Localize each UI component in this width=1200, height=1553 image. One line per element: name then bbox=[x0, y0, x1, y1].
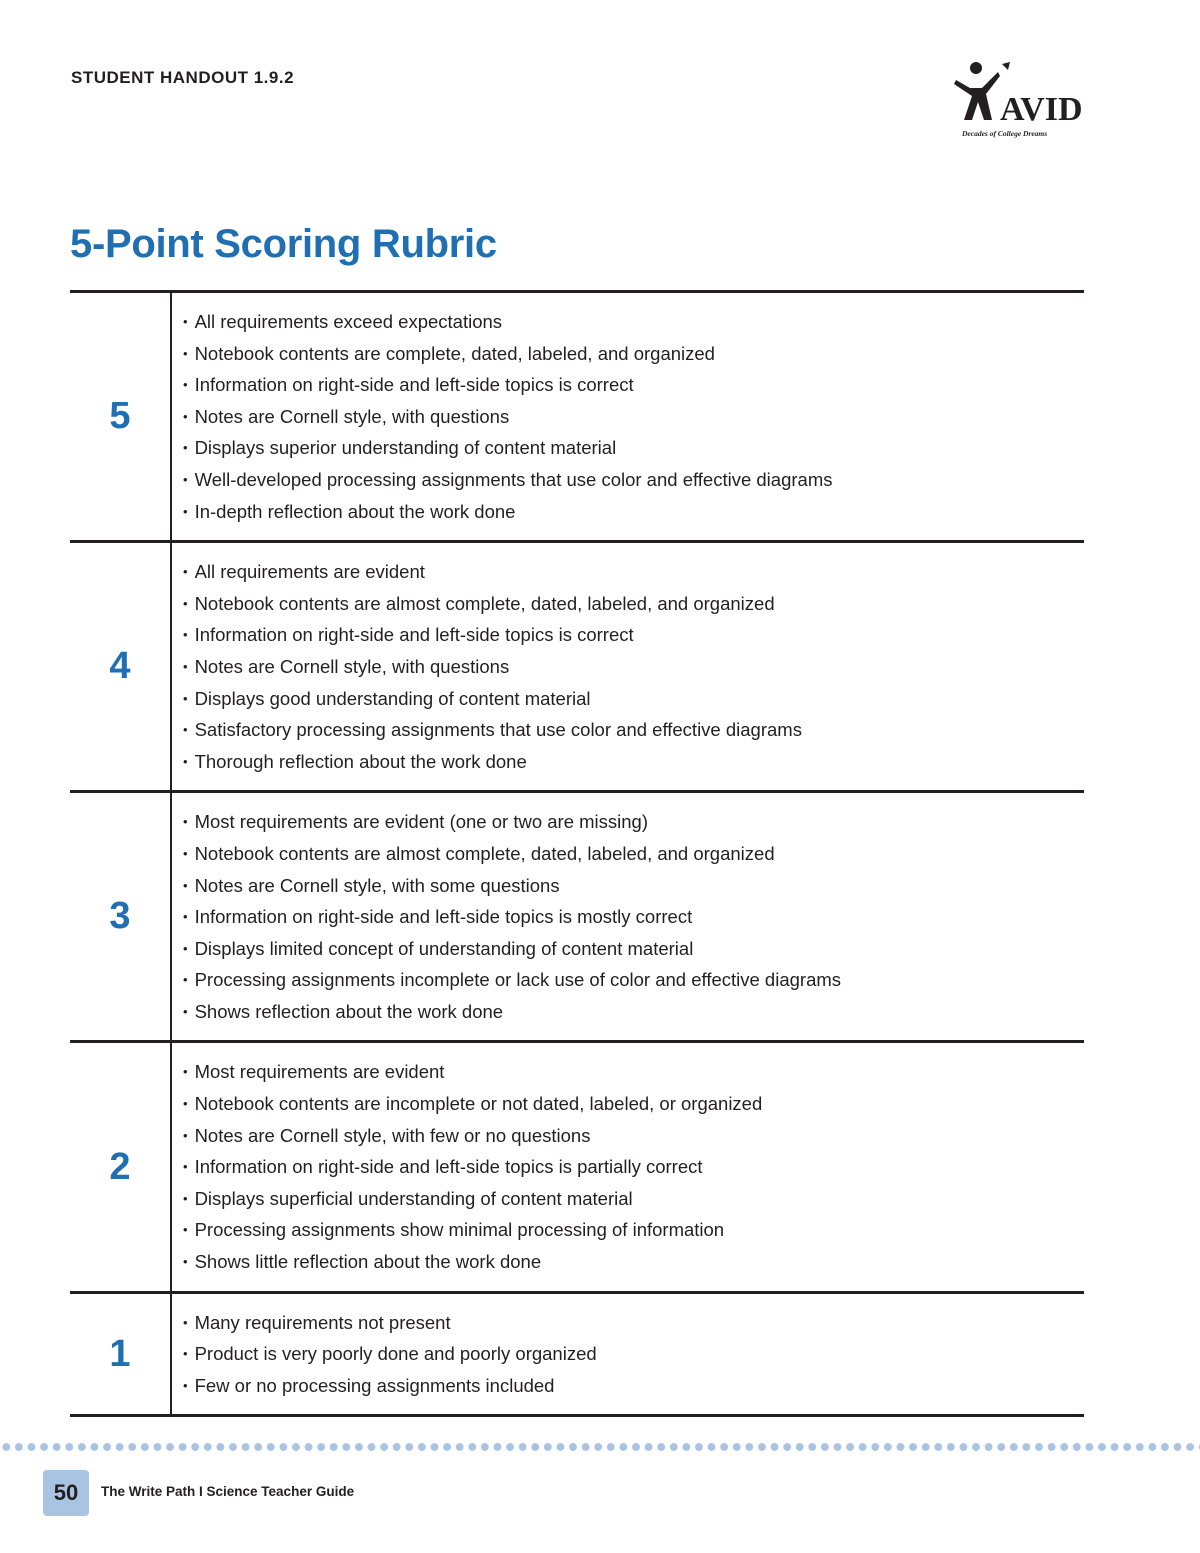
criteria-item: • Notes are Cornell style, with questions bbox=[183, 652, 1084, 684]
criteria-list bbox=[183, 807, 1084, 1028]
criteria-item: • Information on right-side and left-side topics is mostly correct bbox=[183, 902, 1084, 934]
dotted-divider bbox=[0, 1441, 1200, 1453]
criteria-list bbox=[183, 1308, 1084, 1403]
score-value: 2 bbox=[70, 1042, 171, 1292]
criteria-item: • Information on right-side and left-side topics is partially correct bbox=[183, 1152, 1084, 1184]
criteria-item: • Many requirements not present bbox=[183, 1308, 1084, 1340]
score-value: 1 bbox=[70, 1292, 171, 1416]
criteria-item: • All requirements exceed expectations bbox=[183, 307, 1084, 339]
criteria-item: • Processing assignments show minimal processing of information bbox=[183, 1215, 1084, 1247]
rubric-row bbox=[70, 1292, 1084, 1416]
criteria-item: • Processing assignments incomplete or lack use of color and effective diagrams bbox=[183, 965, 1084, 997]
rubric-row bbox=[70, 292, 1084, 542]
criteria-item: • Notes are Cornell style, with few or no questions bbox=[183, 1121, 1084, 1153]
criteria-item: • Notebook contents are almost complete, dated, labeled, and organized bbox=[183, 589, 1084, 621]
criteria-item: • Displays superficial understanding of content material bbox=[183, 1184, 1084, 1216]
criteria-item: • All requirements are evident bbox=[183, 557, 1084, 589]
page-number: 50 bbox=[43, 1470, 89, 1516]
criteria-item: • Displays limited concept of understanding of content material bbox=[183, 934, 1084, 966]
logo-tagline: Decades of College Dreams bbox=[962, 129, 1048, 138]
rubric-table bbox=[70, 290, 1084, 1417]
avid-logo bbox=[952, 58, 1092, 140]
criteria-item: • Notebook contents are complete, dated, labeled, and organized bbox=[183, 339, 1084, 371]
criteria-item: • Notebook contents are almost complete, dated, labeled, and organized bbox=[183, 839, 1084, 871]
criteria-item: • Displays good understanding of content material bbox=[183, 684, 1084, 716]
criteria-item: • Shows reflection about the work done bbox=[183, 997, 1084, 1029]
criteria-cell bbox=[171, 792, 1084, 1042]
logo-text: AVID bbox=[1000, 91, 1083, 128]
score-value: 3 bbox=[70, 792, 171, 1042]
footer-text: The Write Path I Science Teacher Guide bbox=[101, 1484, 355, 1499]
criteria-item: • Most requirements are evident (one or two are missing) bbox=[183, 807, 1084, 839]
criteria-item: • Few or no processing assignments included bbox=[183, 1371, 1084, 1403]
criteria-list bbox=[183, 1057, 1084, 1278]
criteria-cell bbox=[171, 1042, 1084, 1292]
criteria-cell bbox=[171, 542, 1084, 792]
criteria-item: • Most requirements are evident bbox=[183, 1057, 1084, 1089]
criteria-cell bbox=[171, 1292, 1084, 1416]
criteria-item: • Notes are Cornell style, with some questions bbox=[183, 871, 1084, 903]
rubric-row bbox=[70, 1042, 1084, 1292]
rubric-row bbox=[70, 792, 1084, 1042]
criteria-item: • Satisfactory processing assignments that use color and effective diagrams bbox=[183, 715, 1084, 747]
criteria-item: • Displays superior understanding of content material bbox=[183, 433, 1084, 465]
criteria-list bbox=[183, 557, 1084, 778]
handout-label: STUDENT HANDOUT 1.9.2 bbox=[71, 68, 295, 87]
score-value: 5 bbox=[70, 292, 171, 542]
score-value: 4 bbox=[70, 542, 171, 792]
avid-figure-logo-icon bbox=[952, 58, 1092, 140]
criteria-item: • Information on right-side and left-side topics is correct bbox=[183, 620, 1084, 652]
criteria-item: • Notes are Cornell style, with questions bbox=[183, 402, 1084, 434]
criteria-cell bbox=[171, 292, 1084, 542]
criteria-item: • Thorough reflection about the work done bbox=[183, 747, 1084, 779]
page-title: 5-Point Scoring Rubric bbox=[70, 222, 497, 266]
criteria-list bbox=[183, 307, 1084, 528]
criteria-item: • Shows little reflection about the work done bbox=[183, 1247, 1084, 1279]
criteria-item: • Information on right-side and left-side topics is correct bbox=[183, 370, 1084, 402]
criteria-item: • Product is very poorly done and poorly organized bbox=[183, 1339, 1084, 1371]
criteria-item: • In-depth reflection about the work done bbox=[183, 497, 1084, 529]
rubric-row bbox=[70, 542, 1084, 792]
criteria-item: • Notebook contents are incomplete or not dated, labeled, or organized bbox=[183, 1089, 1084, 1121]
criteria-item: • Well-developed processing assignments that use color and effective diagrams bbox=[183, 465, 1084, 497]
